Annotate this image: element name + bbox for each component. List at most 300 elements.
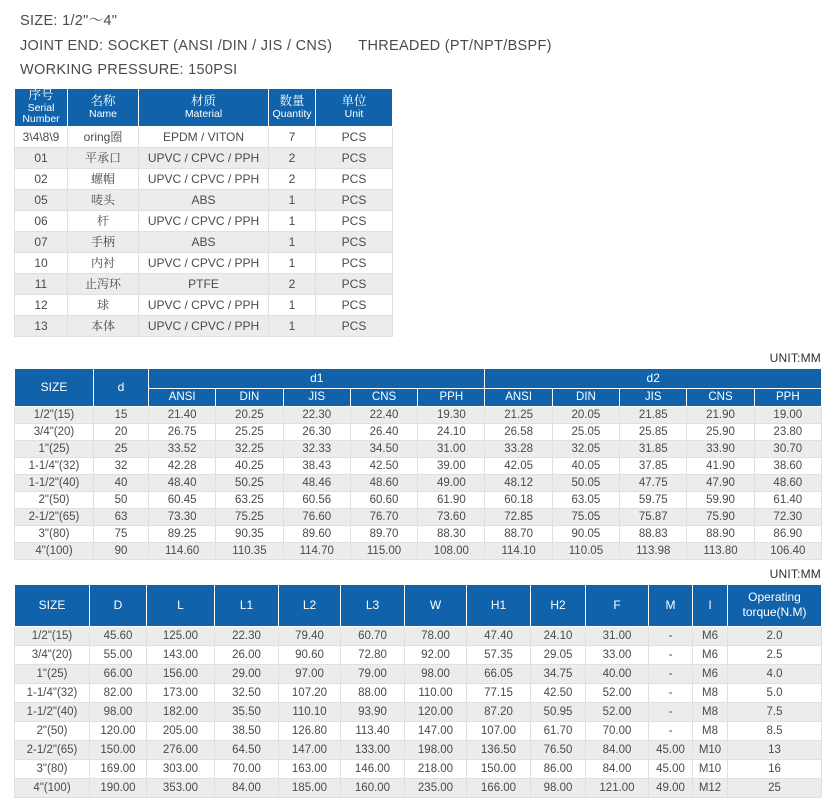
table-cell: UPVC / CPVC / PPH (139, 294, 269, 315)
table-cell: 61.40 (754, 491, 821, 508)
table-cell: 19.30 (418, 406, 485, 423)
table-cell: 63 (94, 508, 149, 525)
table-cell: 2 (269, 147, 316, 168)
table-cell: M10 (693, 759, 728, 778)
table-cell: 37.85 (620, 457, 687, 474)
table-cell: 55.00 (90, 645, 147, 664)
table-cell: 63.05 (552, 491, 619, 508)
table-cell: 42.50 (531, 683, 586, 702)
table-cell: 05 (15, 189, 68, 210)
table-cell: 84.00 (215, 778, 279, 797)
table-cell: 98.00 (90, 702, 147, 721)
diameter-dimensions-table (14, 368, 822, 560)
table-cell: 1 (269, 294, 316, 315)
table-cell: 276.00 (147, 740, 215, 759)
table-cell: 84.00 (586, 740, 649, 759)
length-row (15, 740, 822, 759)
table-cell: 1 (269, 231, 316, 252)
table-cell: - (649, 721, 693, 740)
table-cell: 21.25 (485, 406, 552, 423)
table-cell: 38.50 (215, 721, 279, 740)
parts-col-header (316, 89, 393, 127)
table-cell: 106.40 (754, 542, 821, 559)
length-row (15, 683, 822, 702)
standard-col-header: JIS (283, 388, 350, 406)
length-header-row (15, 584, 822, 626)
table-cell: 20.05 (552, 406, 619, 423)
table-cell: 42.50 (350, 457, 417, 474)
table-cell: PCS (316, 231, 393, 252)
diameter-table-body (15, 406, 822, 559)
table-cell: 22.30 (283, 406, 350, 423)
table-cell: 45.00 (649, 759, 693, 778)
table-cell: 32.50 (215, 683, 279, 702)
table-cell: 32.05 (552, 440, 619, 457)
unit-label-diameter-table: UNIT:MM (769, 350, 821, 365)
table-cell: 98.00 (405, 664, 467, 683)
table-cell: 4"(100) (15, 542, 94, 559)
table-cell: 32 (94, 457, 149, 474)
table-cell: 25.05 (552, 423, 619, 440)
table-cell: 3\4\8\9 (15, 126, 68, 147)
standard-col-header: ANSI (149, 388, 216, 406)
diameter-row (15, 474, 822, 491)
table-cell: PCS (316, 126, 393, 147)
table-cell: 150.00 (467, 759, 531, 778)
table-cell: 26.00 (215, 645, 279, 664)
table-cell: 98.00 (531, 778, 586, 797)
table-cell: 25.90 (687, 423, 754, 440)
length-col-header: L2 (279, 584, 341, 626)
table-cell: 40.25 (216, 457, 283, 474)
table-cell: 84.00 (586, 759, 649, 778)
table-cell: 32.25 (216, 440, 283, 457)
table-cell: 29.05 (531, 645, 586, 664)
table-cell: 1/2"(15) (15, 626, 90, 645)
col-group-d1: d1 (149, 368, 485, 388)
length-dimensions-table (14, 584, 822, 798)
diameter-row (15, 525, 822, 542)
spec-threaded-text: THREADED (PT/NPT/BSPF) (358, 38, 552, 54)
table-cell: oring圈 (68, 126, 139, 147)
table-cell: PCS (316, 273, 393, 294)
table-cell: 42.28 (149, 457, 216, 474)
table-cell: UPVC / CPVC / PPH (139, 252, 269, 273)
table-cell: 39.00 (418, 457, 485, 474)
table-cell: 50.95 (531, 702, 586, 721)
table-cell: 190.00 (90, 778, 147, 797)
table-cell: 16 (728, 759, 822, 778)
header-label-en: Quantity (272, 107, 312, 120)
table-cell: 34.75 (531, 664, 586, 683)
table-cell: 26.75 (149, 423, 216, 440)
table-cell: 1-1/2"(40) (15, 474, 94, 491)
table-cell: 115.00 (350, 542, 417, 559)
table-cell: 48.46 (283, 474, 350, 491)
length-col-header: L3 (341, 584, 405, 626)
table-cell: 52.00 (586, 702, 649, 721)
parts-row (15, 231, 393, 252)
table-cell: 2.5 (728, 645, 822, 664)
length-col-header: H1 (467, 584, 531, 626)
table-cell: 25.85 (620, 423, 687, 440)
table-cell: 42.05 (485, 457, 552, 474)
length-col-header: L1 (215, 584, 279, 626)
length-col-header: M (649, 584, 693, 626)
parts-col-header (139, 89, 269, 127)
table-cell: 61.90 (418, 491, 485, 508)
table-cell: 50.25 (216, 474, 283, 491)
table-cell: 120.00 (405, 702, 467, 721)
table-cell: 1 (269, 252, 316, 273)
table-cell: 1"(25) (15, 664, 90, 683)
spec-size-line: SIZE: 1/2"～4" (20, 13, 118, 29)
table-cell: 72.80 (341, 645, 405, 664)
table-cell: 185.00 (279, 778, 341, 797)
table-cell: 147.00 (279, 740, 341, 759)
table-cell: 内衬 (68, 252, 139, 273)
header-label-zh: 序号 (28, 88, 54, 102)
table-cell: 86.00 (531, 759, 586, 778)
header-label-en: Unit (344, 107, 364, 120)
table-cell: 01 (15, 147, 68, 168)
table-cell: 110.05 (552, 542, 619, 559)
table-cell: 146.00 (341, 759, 405, 778)
table-cell: 163.00 (279, 759, 341, 778)
table-cell: 57.35 (467, 645, 531, 664)
table-cell: 166.00 (467, 778, 531, 797)
table-cell: 86.90 (754, 525, 821, 542)
table-cell: 50.05 (552, 474, 619, 491)
table-cell: 13 (15, 315, 68, 336)
table-cell: 66.00 (90, 664, 147, 683)
diameter-row (15, 542, 822, 559)
table-cell: 23.80 (754, 423, 821, 440)
table-cell: 1 (269, 210, 316, 231)
spec-header-block (0, 0, 835, 78)
header-label-en: Material (184, 107, 223, 120)
table-cell: 48.60 (350, 474, 417, 491)
table-cell: 79.40 (279, 626, 341, 645)
table-cell: 76.70 (350, 508, 417, 525)
table-cell: 133.00 (341, 740, 405, 759)
standard-col-header: PPH (754, 388, 821, 406)
table-cell: - (649, 683, 693, 702)
table-cell: M6 (693, 626, 728, 645)
table-cell: - (649, 664, 693, 683)
table-cell: 24.10 (531, 626, 586, 645)
table-cell: ABS (139, 189, 269, 210)
table-cell: 79.00 (341, 664, 405, 683)
table-cell: UPVC / CPVC / PPH (139, 147, 269, 168)
table-cell: 48.60 (754, 474, 821, 491)
table-cell: 24.10 (418, 423, 485, 440)
length-row (15, 759, 822, 778)
length-row (15, 645, 822, 664)
parts-row (15, 294, 393, 315)
length-col-header: L (147, 584, 215, 626)
table-cell: 72.30 (754, 508, 821, 525)
parts-table-body (15, 126, 393, 336)
table-cell: 2"(50) (15, 721, 90, 740)
table-cell: 353.00 (147, 778, 215, 797)
table-cell: 3/4"(20) (15, 645, 90, 664)
table-cell: 107.00 (467, 721, 531, 740)
length-table-body (15, 626, 822, 797)
table-cell: 48.40 (149, 474, 216, 491)
table-cell: M8 (693, 683, 728, 702)
table-cell: 73.60 (418, 508, 485, 525)
table-cell: 90.60 (279, 645, 341, 664)
length-col-header: I (693, 584, 728, 626)
parts-col-header (15, 89, 68, 127)
table-cell: 150.00 (90, 740, 147, 759)
col-header-size: SIZE (15, 368, 94, 406)
table-cell: 75.05 (552, 508, 619, 525)
table-cell: 76.50 (531, 740, 586, 759)
table-cell: 198.00 (405, 740, 467, 759)
table-cell: 75.90 (687, 508, 754, 525)
table-cell: 160.00 (341, 778, 405, 797)
table-cell: - (649, 702, 693, 721)
table-cell: 12 (15, 294, 68, 315)
header-label-zh: 材质 (190, 93, 216, 108)
header-label-zh: 单位 (341, 93, 367, 108)
table-cell: 球 (68, 294, 139, 315)
table-cell: 13 (728, 740, 822, 759)
table-cell: 15 (94, 406, 149, 423)
table-cell: 113.40 (341, 721, 405, 740)
table-cell: 4"(100) (15, 778, 90, 797)
header-label-zh: 数量 (279, 93, 305, 108)
table-cell: 11 (15, 273, 68, 294)
spec-working-pressure-line: WORKING PRESSURE: 150PSI (20, 62, 238, 78)
table-cell: PCS (316, 315, 393, 336)
diameter-row (15, 457, 822, 474)
table-cell: 45.00 (649, 740, 693, 759)
table-cell: 60.18 (485, 491, 552, 508)
table-cell: 20.25 (216, 406, 283, 423)
table-cell: 93.90 (341, 702, 405, 721)
table-cell: 1-1/4"(32) (15, 683, 90, 702)
table-cell: 72.85 (485, 508, 552, 525)
table-cell: 10 (15, 252, 68, 273)
table-cell: 33.00 (586, 645, 649, 664)
table-cell: 螺帽 (68, 168, 139, 189)
table-cell: 7 (269, 126, 316, 147)
table-cell: 21.85 (620, 406, 687, 423)
table-cell: 61.70 (531, 721, 586, 740)
table-cell: 78.00 (405, 626, 467, 645)
table-cell: ABS (139, 231, 269, 252)
diameter-row (15, 423, 822, 440)
table-cell: UPVC / CPVC / PPH (139, 315, 269, 336)
table-cell: 114.10 (485, 542, 552, 559)
parts-row (15, 147, 393, 168)
table-cell: 182.00 (147, 702, 215, 721)
table-cell: 59.90 (687, 491, 754, 508)
table-cell: 75.87 (620, 508, 687, 525)
header-label-en: Serial Number (22, 101, 60, 126)
table-cell: 107.20 (279, 683, 341, 702)
table-cell: M6 (693, 664, 728, 683)
table-cell: 1-1/2"(40) (15, 702, 90, 721)
diameter-group-header-row (15, 368, 822, 388)
length-row (15, 721, 822, 740)
table-cell: 125.00 (147, 626, 215, 645)
table-cell: 33.90 (687, 440, 754, 457)
table-cell: 1 (269, 189, 316, 210)
table-cell: 06 (15, 210, 68, 231)
table-cell: 88.70 (485, 525, 552, 542)
table-cell: 7.5 (728, 702, 822, 721)
table-cell: 143.00 (147, 645, 215, 664)
table-cell: 26.30 (283, 423, 350, 440)
diameter-row (15, 508, 822, 525)
table-cell: PCS (316, 147, 393, 168)
table-cell: 120.00 (90, 721, 147, 740)
table-cell: 31.85 (620, 440, 687, 457)
table-cell: 218.00 (405, 759, 467, 778)
col-header-d: d (94, 368, 149, 406)
table-cell: PCS (316, 252, 393, 273)
parts-table-head (15, 89, 393, 127)
table-cell: 02 (15, 168, 68, 189)
table-cell: 90.05 (552, 525, 619, 542)
parts-row (15, 315, 393, 336)
table-cell: 205.00 (147, 721, 215, 740)
table-cell: 89.60 (283, 525, 350, 542)
table-cell: 70.00 (215, 759, 279, 778)
standard-col-header: JIS (620, 388, 687, 406)
table-cell: 235.00 (405, 778, 467, 797)
table-cell: 38.43 (283, 457, 350, 474)
table-cell: PCS (316, 210, 393, 231)
diameter-row (15, 406, 822, 423)
table-cell: 唛头 (68, 189, 139, 210)
table-cell: 3/4"(20) (15, 423, 94, 440)
table-cell: 07 (15, 231, 68, 252)
table-cell: 31.00 (418, 440, 485, 457)
length-row (15, 702, 822, 721)
length-col-header: Operating torque(N.M) (728, 584, 822, 626)
standard-col-header: DIN (552, 388, 619, 406)
table-cell: 303.00 (147, 759, 215, 778)
table-cell: PCS (316, 294, 393, 315)
table-cell: 25 (94, 440, 149, 457)
table-cell: 手柄 (68, 231, 139, 252)
length-col-header: W (405, 584, 467, 626)
table-cell: 70.00 (586, 721, 649, 740)
table-cell: 25 (728, 778, 822, 797)
table-cell: 47.90 (687, 474, 754, 491)
table-cell: 76.60 (283, 508, 350, 525)
length-col-header: H2 (531, 584, 586, 626)
table-cell: 121.00 (586, 778, 649, 797)
table-cell: 1/2"(15) (15, 406, 94, 423)
table-cell: 4.0 (728, 664, 822, 683)
table-cell: 3"(80) (15, 759, 90, 778)
parts-col-header (269, 89, 316, 127)
col-group-d2: d2 (485, 368, 821, 388)
table-cell: 66.05 (467, 664, 531, 683)
table-cell: 90 (94, 542, 149, 559)
table-cell: 47.40 (467, 626, 531, 645)
table-cell: 77.15 (467, 683, 531, 702)
table-cell: 63.25 (216, 491, 283, 508)
table-cell: 8.5 (728, 721, 822, 740)
table-cell: 2.0 (728, 626, 822, 645)
table-cell: 41.90 (687, 457, 754, 474)
table-cell: 113.98 (620, 542, 687, 559)
table-cell: 110.35 (216, 542, 283, 559)
table-cell: 88.83 (620, 525, 687, 542)
table-cell: 75 (94, 525, 149, 542)
standard-col-header: DIN (216, 388, 283, 406)
parts-row (15, 189, 393, 210)
table-cell: M6 (693, 645, 728, 664)
table-cell: 110.00 (405, 683, 467, 702)
table-cell: 止泻环 (68, 273, 139, 294)
diameter-table-head (15, 368, 822, 406)
parts-col-header (68, 89, 139, 127)
table-cell: 22.30 (215, 626, 279, 645)
table-cell: 114.70 (283, 542, 350, 559)
table-cell: 169.00 (90, 759, 147, 778)
length-col-header: D (90, 584, 147, 626)
table-cell: 38.60 (754, 457, 821, 474)
parts-header-row (15, 89, 393, 127)
table-cell: 31.00 (586, 626, 649, 645)
table-cell: 113.80 (687, 542, 754, 559)
table-cell: 2 (269, 273, 316, 294)
table-cell: 26.58 (485, 423, 552, 440)
table-cell: 35.50 (215, 702, 279, 721)
table-cell: 2-1/2"(65) (15, 740, 90, 759)
table-cell: 88.00 (341, 683, 405, 702)
parts-row (15, 210, 393, 231)
table-cell: 本体 (68, 315, 139, 336)
table-cell: 2-1/2"(65) (15, 508, 94, 525)
table-cell: 49.00 (418, 474, 485, 491)
table-cell: 21.40 (149, 406, 216, 423)
table-cell: 60.70 (341, 626, 405, 645)
standard-col-header: CNS (687, 388, 754, 406)
parts-list-table (14, 88, 393, 337)
table-cell: 21.90 (687, 406, 754, 423)
table-cell: 89.70 (350, 525, 417, 542)
table-cell: M8 (693, 702, 728, 721)
table-cell: 82.00 (90, 683, 147, 702)
table-cell: 5.0 (728, 683, 822, 702)
table-cell: 40 (94, 474, 149, 491)
length-table-head (15, 584, 822, 626)
table-cell: M8 (693, 721, 728, 740)
table-cell: 173.00 (147, 683, 215, 702)
table-cell: 156.00 (147, 664, 215, 683)
table-cell: 22.40 (350, 406, 417, 423)
table-cell: 1-1/4"(32) (15, 457, 94, 474)
table-cell: UPVC / CPVC / PPH (139, 210, 269, 231)
table-cell: 25.25 (216, 423, 283, 440)
table-cell: 32.33 (283, 440, 350, 457)
table-cell: M12 (693, 778, 728, 797)
header-label-zh: 名称 (90, 93, 116, 108)
table-cell: 30.70 (754, 440, 821, 457)
length-col-header: SIZE (15, 584, 90, 626)
table-cell: 1 (269, 315, 316, 336)
table-cell: 3"(80) (15, 525, 94, 542)
